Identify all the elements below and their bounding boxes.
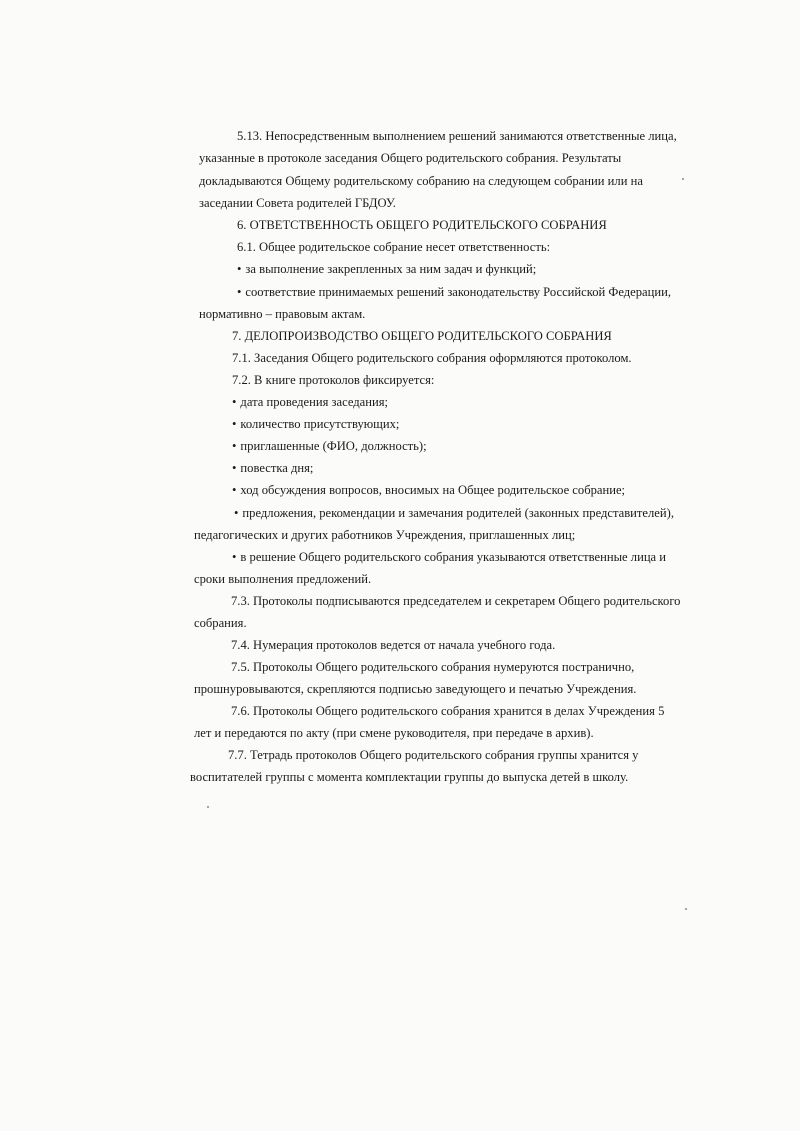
paragraph-7-6-line-2: лет и передаются по акту (при смене руководителя, при передаче в архив). [194, 726, 594, 740]
list-item-compliance-line-1: • соответствие принимаемых решений законодательству Российской Федерации, [237, 284, 671, 300]
section-7-heading: 7. ДЕЛОПРОИЗВОДСТВО ОБЩЕГО РОДИТЕЛЬСКОГО СОБРАНИЯ [232, 329, 612, 343]
scan-speck [207, 806, 209, 808]
list-item-date: • дата проведения заседания; [232, 394, 388, 410]
list-item-agenda: • повестка дня; [232, 460, 313, 476]
paragraph-7-3-line-2: собрания. [194, 616, 247, 630]
paragraph-5-13-line-4: заседании Совета родителей ГБДОУ. [199, 196, 396, 210]
paragraph-5-13-line-2: указанные в протоколе заседания Общего родительского собрания. Результаты [199, 151, 622, 165]
list-item-invited: • приглашенные (ФИО, должность); [232, 438, 427, 454]
list-item-attendance: • количество присутствующих; [232, 416, 399, 432]
list-item-proposals-line-2: педагогических и других работников Учреждения, приглашенных лиц; [194, 528, 576, 542]
paragraph-7-5-line-1: 7.5. Протоколы Общего родительского собрания нумеруются постранично, [231, 660, 635, 674]
paragraph-7-5-line-2: прошнуровываются, скрепляются подписью заведующего и печатью Учреждения. [194, 682, 637, 696]
paragraph-7-4: 7.4. Нумерация протоколов ведется от начала учебного года. [231, 638, 556, 652]
list-item-discussion: • ход обсуждения вопросов, вносимых на Общее родительское собрание; [232, 482, 625, 498]
paragraph-5-13-line-3: докладываются Общему родительскому собранию на следующем собрании или на [199, 174, 643, 188]
paragraph-5-13-line-1: 5.13. Непосредственным выполнением решений занимаются ответственные лица, [237, 129, 677, 143]
list-item-tasks: • за выполнение закрепленных за ним задач и функций; [237, 261, 536, 277]
list-item-compliance-line-2: нормативно – правовым актам. [199, 307, 366, 321]
paragraph-7-1: 7.1. Заседания Общего родительского собрания оформляются протоколом. [232, 351, 632, 365]
list-item-decision-line-2: сроки выполнения предложений. [194, 572, 372, 586]
section-6-heading: 6. ОТВЕТСТВЕННОСТЬ ОБЩЕГО РОДИТЕЛЬСКОГО СОБРАНИЯ [237, 218, 607, 232]
paragraph-7-2: 7.2. В книге протоколов фиксируется: [232, 373, 435, 387]
list-item-proposals-line-1: • предложения, рекомендации и замечания родителей (законных представителей), [234, 505, 674, 521]
paragraph-7-6-line-1: 7.6. Протоколы Общего родительского собрания хранится в делах Учреждения 5 [231, 704, 665, 718]
paragraph-7-7-line-2: воспитателей группы с момента комплектации группы до выпуска детей в школу. [190, 770, 629, 784]
paragraph-6-1: 6.1. Общее родительское собрание несет ответственность: [237, 240, 551, 254]
list-item-decision-line-1: • в решение Общего родительского собрания указываются ответственные лица и [232, 549, 666, 565]
paragraph-7-7-line-1: 7.7. Тетрадь протоколов Общего родительского собрания группы хранится у [228, 748, 639, 762]
scan-speck [682, 178, 684, 180]
scan-speck [685, 908, 687, 910]
paragraph-7-3-line-1: 7.3. Протоколы подписываются председателем и секретарем Общего родительского [231, 594, 681, 608]
